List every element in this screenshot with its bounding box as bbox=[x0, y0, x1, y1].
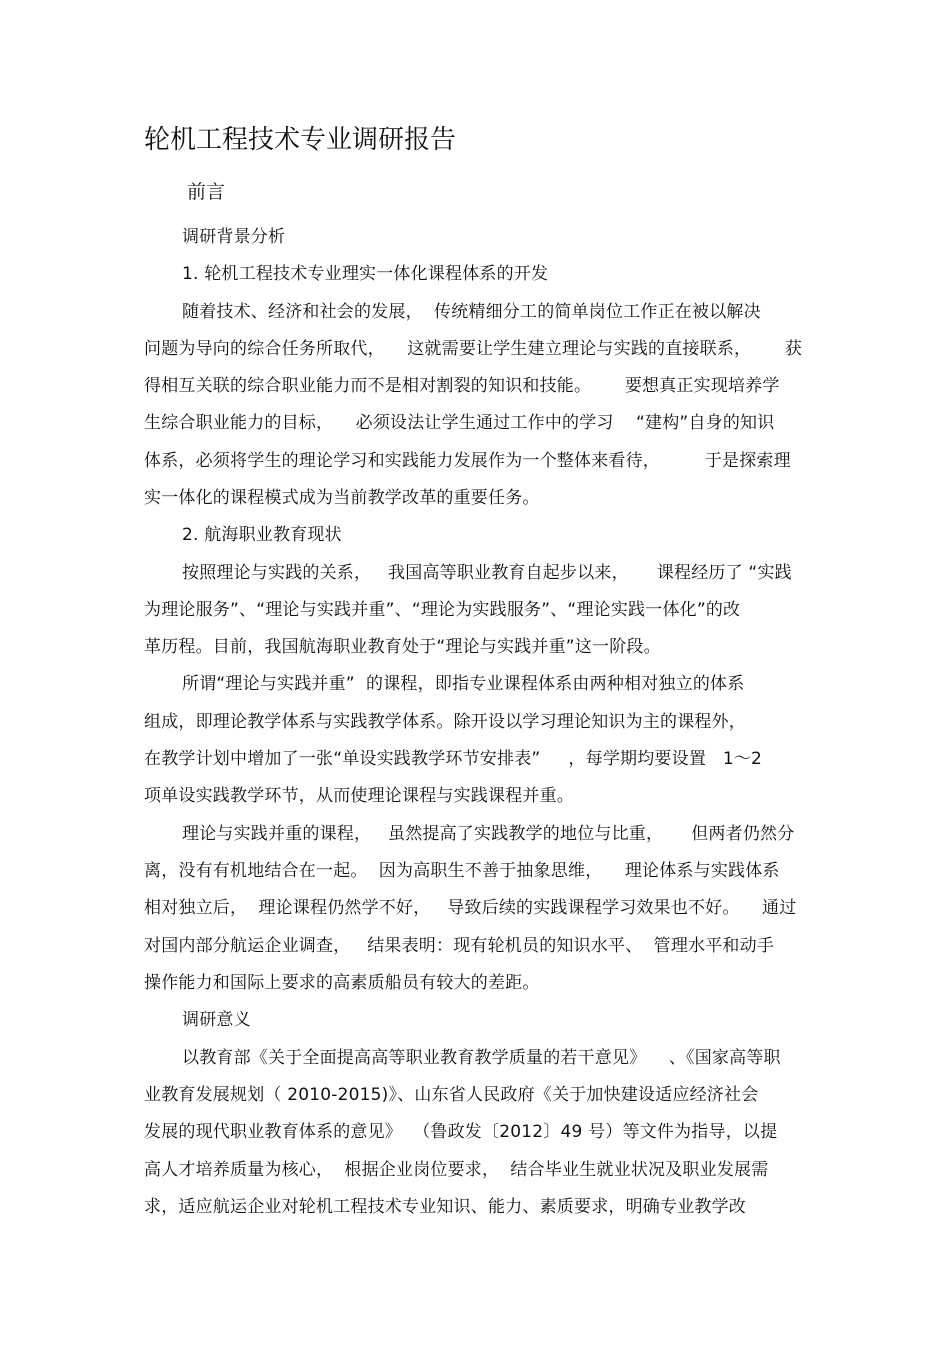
paragraph-line: 相对独立后， 理论课程仍然学不好， 导致后续的实践课程学习效果也不好。 通过 bbox=[144, 898, 797, 918]
paragraph-line: 项单设实践教学环节，从而使理论课程与实践课程并重。 bbox=[144, 786, 574, 806]
paragraph-line: 操作能力和国际上要求的高素质船员有较大的差距。 bbox=[144, 973, 540, 993]
paragraph-line: 求，适应航运企业对轮机工程技术专业知识、能力、素质要求，明确专业教学改 bbox=[144, 1197, 746, 1217]
paragraph-line: 以教育部《关于全面提高高等职业教育教学质量的若干意见》 、《国家高等职 bbox=[182, 1048, 781, 1068]
section-heading: 调研背景分析 bbox=[182, 227, 286, 247]
preface-heading: 前言 bbox=[187, 181, 226, 203]
paragraph-line: 为理论服务”、“理论与实践并重”、“理论为实践服务”、“理论实践一体化”的改 bbox=[144, 600, 741, 620]
paragraph-line: 革历程。目前，我国航海职业教育处于“理论与实践并重”这一阶段。 bbox=[144, 637, 661, 657]
paragraph-line: 生综合职业能力的目标， 必须设法让学生通过工作中的学习 “建构”自身的知识 bbox=[144, 413, 775, 433]
paragraph-line: 随着技术、经济和社会的发展， 传统精细分工的简单岗位工作正在被以解决 bbox=[182, 302, 761, 322]
paragraph-line: 发展的现代职业教育体系的意见》 （鲁政发〔2012〕49 号）等文件为指导，以提 bbox=[144, 1122, 778, 1142]
paragraph-line: 按照理论与实践的关系， 我国高等职业教育自起步以来， 课程经历了 “实践 bbox=[182, 563, 792, 583]
paragraph-line: 业教育发展规划（ 2010-2015)》、山东省人民政府《关于加快建设适应经济社会 bbox=[144, 1085, 759, 1105]
paragraph-line: 理论与实践并重的课程， 虽然提高了实践教学的地位与比重， 但两者仍然分 bbox=[182, 824, 795, 844]
subsection-heading: 2. 航海职业教育现状 bbox=[182, 525, 342, 545]
paragraph-line: 组成，即理论教学体系与实践教学体系。除开设以学习理论知识为主的课程外， bbox=[144, 712, 746, 732]
paragraph-line: 在教学计划中增加了一张“单设实践教学环节安排表” ，每学期均要设置 1～2 bbox=[144, 749, 763, 769]
document-title: 轮机工程技术专业调研报告 bbox=[144, 125, 457, 155]
subsection-heading: 1. 轮机工程技术专业理实一体化课程体系的开发 bbox=[182, 264, 549, 284]
paragraph-line: 离，没有有机地结合在一起。 因为高职生不善于抽象思维， 理论体系与实践体系 bbox=[144, 861, 780, 881]
paragraph-line: 问题为导向的综合任务所取代， 这就需要让学生建立理论与实践的直接联系， 获 bbox=[144, 339, 803, 359]
paragraph-line: 体系，必须将学生的理论学习和实践能力发展作为一个整体来看待， 于是探索理 bbox=[144, 451, 791, 471]
paragraph-line: 对国内部分航运企业调查， 结果表明：现有轮机员的知识水平、 管理水平和动手 bbox=[144, 936, 775, 956]
paragraph-line: 高人才培养质量为核心， 根据企业岗位要求， 结合毕业生就业状况及职业发展需 bbox=[144, 1160, 769, 1180]
section-heading: 调研意义 bbox=[182, 1010, 251, 1030]
paragraph-line: 实一体化的课程模式成为当前教学改革的重要任务。 bbox=[144, 488, 540, 508]
paragraph-line: 所谓“理论与实践并重” 的课程，即指专业课程体系由两种相对独立的体系 bbox=[182, 674, 745, 694]
paragraph-line: 得相互关联的综合职业能力而不是相对割裂的知识和技能。 要想真正实现培养学 bbox=[144, 376, 780, 396]
